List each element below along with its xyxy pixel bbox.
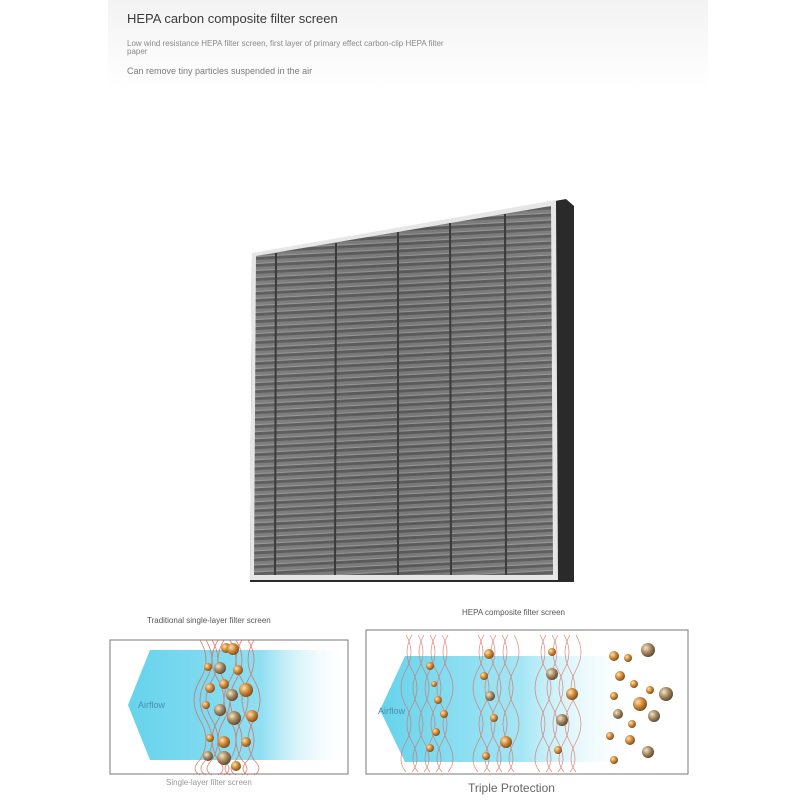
page-title: HEPA carbon composite filter screen [127, 11, 338, 26]
filter-subtitle: Can remove tiny particles suspended in the air [127, 66, 313, 76]
single-layer-diagram [110, 640, 350, 775]
airflow-label: Airflow [378, 706, 406, 716]
triple-protection-label: Triple Protection [468, 781, 555, 795]
composite-caption: HEPA composite filter screen [462, 608, 566, 617]
airflow-label: Airflow [138, 700, 166, 710]
filter-description: Low wind resistance HEPA filter screen, first layer of primary effect carbon-clip HEPA filter paper [127, 39, 444, 56]
single-layer-label: Single-layer filter screen [166, 778, 252, 787]
composite-diagram [366, 630, 688, 774]
single-layer-caption: Traditional single-layer filter screen [147, 616, 271, 625]
